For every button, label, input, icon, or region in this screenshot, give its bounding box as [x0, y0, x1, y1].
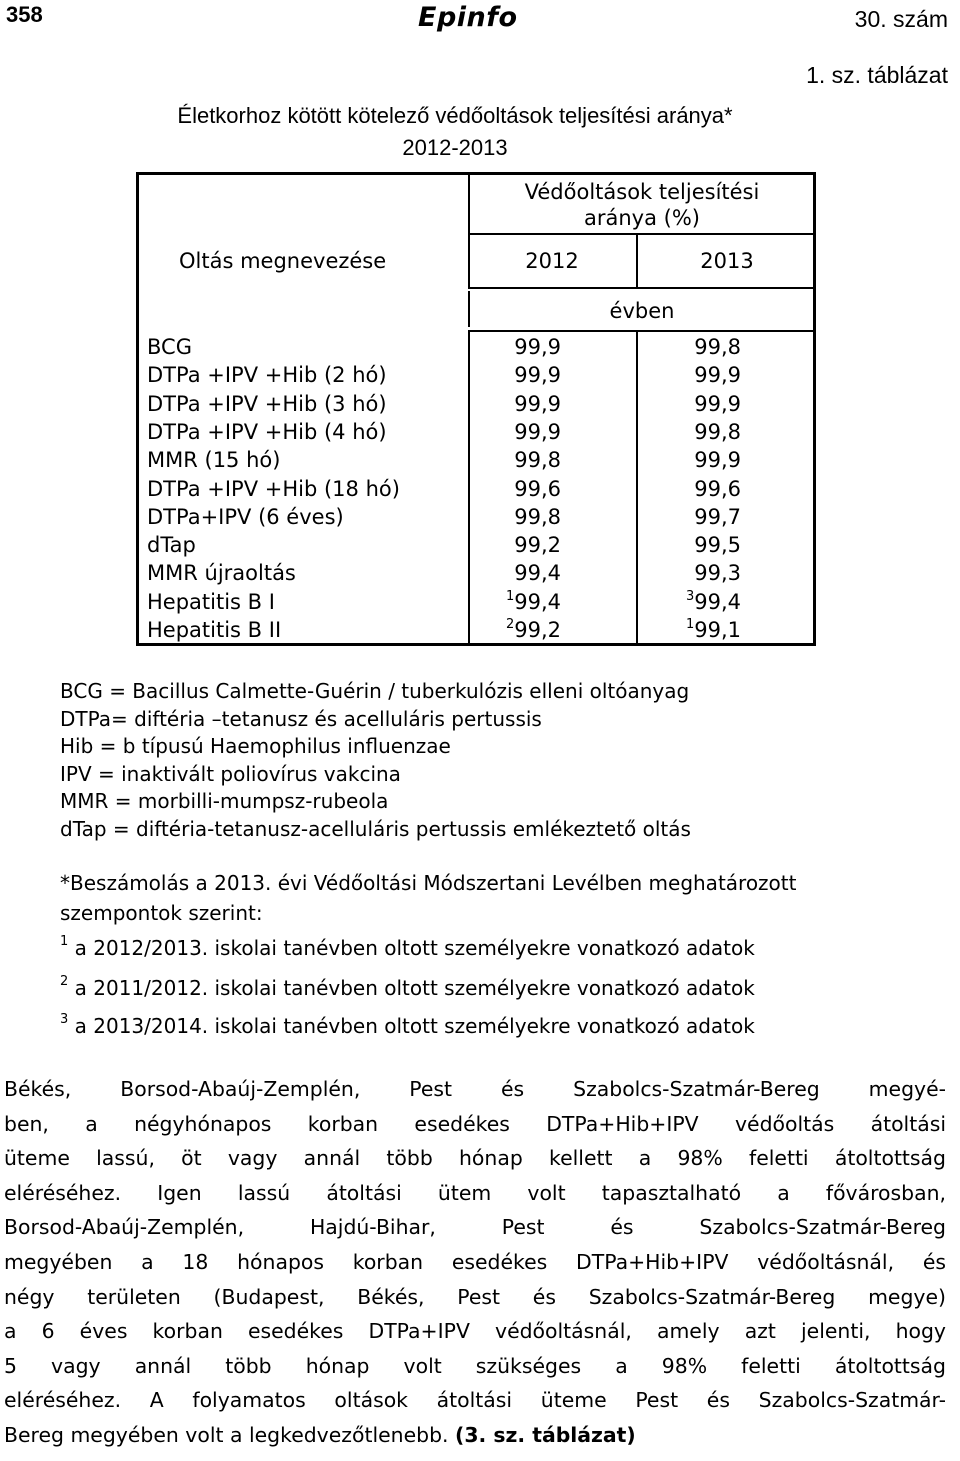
paragraph-line: Borsod-Abaúj-Zemplén, Hajdú-Bihar, Pest és Szabolcs-Szatmár-Bereg — [4, 1215, 946, 1240]
table-row-label: DTPa +IPV +Hib (18 hó) — [147, 476, 400, 501]
table-cell-2012: 99,2 — [514, 533, 561, 558]
footnote-mark: 2 — [60, 974, 69, 989]
table-cell-2012: 99,9 — [514, 419, 561, 444]
table-reference: (3. sz. táblázat) — [455, 1422, 636, 1447]
col-header-2012: 2012 — [525, 249, 579, 273]
footnote-mark: 2 — [505, 617, 515, 632]
footnote-2 — [60, 976, 755, 1000]
abbrev-item: dTap = diftéria-tetanusz-acelluláris pertussis emlékeztető oltás — [60, 816, 691, 841]
table-cell-2013: 99,9 — [694, 448, 741, 473]
abbrev-item: Hib = b típusú Haemophilus influenzae — [60, 734, 451, 758]
footnote-mark: 3 — [685, 588, 695, 604]
table-row-label: Hepatitis B II — [147, 618, 282, 642]
table-row-label: MMR újraoltás — [147, 561, 296, 586]
abbrev-item: IPV = inaktivált poliovírus vakcina — [60, 761, 401, 786]
paragraph-line: négy területen (Budapest, Békés, Pest és Szabolcs-Szatmár-Bereg megye) — [4, 1284, 946, 1309]
footnote-mark: 3 — [60, 1012, 69, 1027]
table-cell-2013: 99,3 — [694, 561, 741, 586]
paragraph-line: Békés, Borsod-Abaúj-Zemplén, Pest és Szabolcs-Szatmár-Bereg megyé- — [4, 1077, 946, 1101]
footnote-mark: 1 — [505, 588, 515, 604]
abbrev-item: DTPa= diftéria –tetanusz és acelluláris pertussis — [60, 706, 542, 731]
table-cell-2012: 99,6 — [514, 476, 561, 501]
abbrev-item: MMR = morbilli-mumpsz-rubeola — [60, 789, 389, 813]
footnote-intro — [60, 868, 796, 928]
body-paragraph — [4, 1072, 946, 1453]
paragraph-line: a 6 éves korban esedékes DTPa+IPV védőoltásnál, amely azt jelenti, hogy — [4, 1319, 946, 1344]
table-row-label: DTPa +IPV +Hib (2 hó) — [147, 363, 387, 388]
table-cell-2013: 99,8 — [694, 419, 741, 444]
table-row-label: BCG — [147, 335, 192, 359]
table-row-label: MMR (15 hó) — [147, 448, 281, 473]
table-cell-2012: 99,8 — [514, 504, 561, 529]
page-number: 358 — [6, 2, 43, 27]
table-cell-2013: $^3$99,4 — [685, 588, 741, 614]
paragraph-last-line — [4, 1418, 946, 1453]
group-header-line2: aránya (%) — [584, 206, 700, 230]
table-cell-2012: 99,9 — [514, 363, 561, 388]
col-header-name: Oltás megnevezése — [179, 249, 387, 273]
footnote-intro-line1: *Beszámolás a 2013. évi Védőoltási Módszertani Levélben meghatározott — [60, 871, 797, 895]
footnote-mark: 1 — [60, 934, 69, 949]
footnote-1 — [60, 936, 755, 960]
journal-logo: Epinfo — [418, 2, 518, 33]
table-cell-2012: 99,9 — [514, 335, 561, 359]
table-row-label: dTap — [147, 533, 196, 558]
table-cell-2012: $^2$99,2 — [505, 617, 561, 642]
group-header — [468, 179, 816, 231]
abbreviation-list — [60, 678, 691, 843]
table-title-line1: Életkorhoz kötött kötelező védőoltások teljesítési aránya* — [177, 103, 733, 128]
table-cell-2013: $^1$99,1 — [685, 617, 741, 642]
table-row-label: DTPa +IPV +Hib (4 hó) — [147, 419, 387, 444]
paragraph-line: eléréséhez. Igen lassú átoltási ütem volt tapasztalható a fővárosban, — [4, 1180, 946, 1205]
table-cell-2012: 99,9 — [514, 391, 561, 416]
paragraph-line: eléréséhez. A folyamatos oltások átoltási üteme Pest és Szabolcs-Szatmár- — [4, 1388, 946, 1413]
footnote-text: a 2011/2012. iskolai tanévben oltott személyekre vonatkozó adatok — [74, 976, 755, 1000]
footnote-3 — [60, 1014, 755, 1038]
divider-h-group — [468, 233, 816, 235]
paragraph-line: 5 vagy annál több hónap volt szükséges a 98% feletti átoltottság — [4, 1353, 946, 1378]
table-cell-2013: 99,5 — [694, 533, 741, 558]
paragraph-last-text: Bereg megyében volt a legkedvezőtlenebb. — [4, 1422, 449, 1447]
group-header-line1: Védőoltások teljesítési — [524, 180, 760, 204]
vaccination-table — [136, 172, 816, 646]
table-cell-2012: $^1$99,4 — [505, 588, 561, 614]
table-title — [0, 100, 960, 164]
table-cell-2013: 99,9 — [694, 363, 741, 388]
sub-header-years: évben — [609, 299, 675, 323]
table-cell-2012: 99,4 — [514, 561, 561, 586]
divider-h-sub — [468, 330, 816, 332]
col-header-2013: 2013 — [700, 249, 754, 273]
footnote-intro-line2: szempontok szerint: — [60, 901, 263, 925]
footnote-mark: 1 — [685, 617, 695, 632]
footnote-text: a 2012/2013. iskolai tanévben oltott személyekre vonatkozó adatok — [74, 936, 755, 960]
paragraph-line: megyében a 18 hónapos korban esedékes DTPa+Hib+IPV védőoltásnál, és — [4, 1249, 946, 1274]
table-row-label: DTPa+IPV (6 éves) — [147, 504, 344, 529]
abbrev-item: BCG = Bacillus Calmette-Guérin / tuberkulózis elleni oltóanyag — [60, 679, 690, 703]
table-cell-2013: 99,7 — [694, 504, 741, 529]
table-cell-2013: 99,8 — [694, 335, 741, 359]
footnote-text: a 2013/2014. iskolai tanévben oltott személyekre vonatkozó adatok — [74, 1014, 755, 1038]
divider-h-years — [468, 287, 816, 289]
table-label: 1. sz. táblázat — [806, 62, 948, 88]
issue-number: 30. szám — [854, 6, 948, 32]
table-row-label: DTPa +IPV +Hib (3 hó) — [147, 391, 387, 416]
table-cell-2013: 99,6 — [694, 476, 741, 501]
table-cell-2012: 99,8 — [514, 448, 561, 473]
table-title-line2: 2012-2013 — [402, 135, 508, 160]
table-row-label: Hepatitis B I — [147, 589, 275, 614]
paragraph-line: üteme lassú, öt vagy annál több hónap kellett a 98% feletti átoltottság — [4, 1146, 946, 1171]
paragraph-line: ben, a négyhónapos korban esedékes DTPa+Hib+IPV védőoltás átoltási — [4, 1111, 946, 1136]
table-cell-2013: 99,9 — [694, 391, 741, 416]
